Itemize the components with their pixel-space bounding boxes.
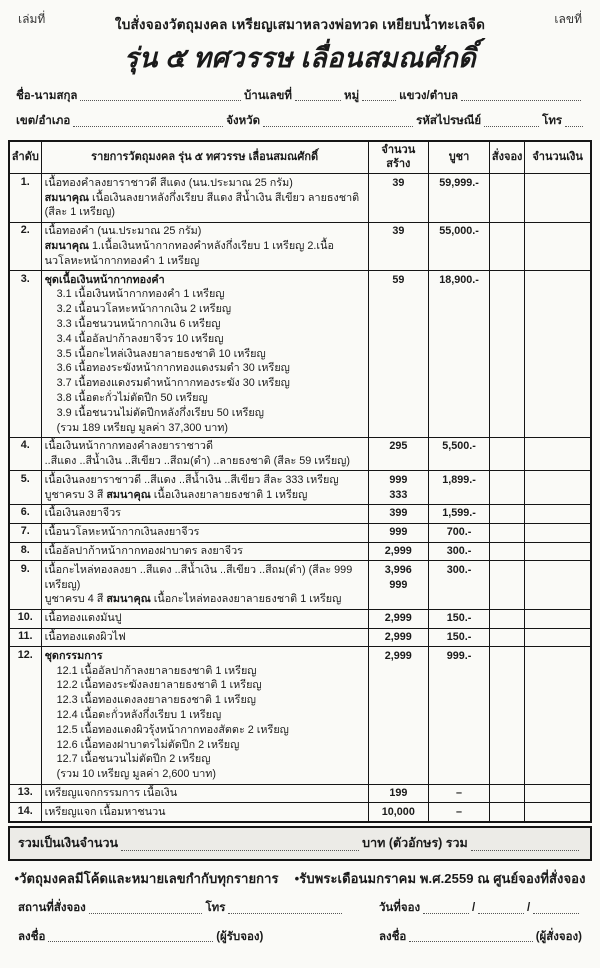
item-description-line: 12.4 เนื้อตะกั่วหลังกึ่งเรียบ 1 เหรียญ	[56, 709, 222, 722]
receiver-role-label: (ผู้รับจอง)	[216, 930, 264, 943]
item-description-line: 3.7 เนื้อทองแดงรมดำหน้ากากทองระฆัง 30 เหรียญ	[56, 377, 290, 390]
item-description-cell	[41, 561, 368, 609]
table-row	[9, 437, 591, 471]
name-label: ชื่อ-นามสกุล	[16, 90, 78, 102]
table-row	[9, 271, 591, 438]
tambon-input[interactable]	[461, 99, 581, 101]
order-qty-cell[interactable]	[490, 437, 525, 471]
row-number-cell: 3.	[9, 271, 41, 438]
phone-label: โทร	[542, 115, 563, 128]
notes-line	[0, 868, 600, 889]
item-description-line: ..สีแดง ..สีน้ำเงิน ..สีเขียว ..สีถม(ดำ) ..ลายธงชาติ (สีละ 59 เหรียญ)	[44, 455, 350, 468]
province-label: จังหวัด	[226, 115, 261, 128]
order-qty-cell[interactable]	[490, 609, 525, 628]
book-no-label: เล่มที่	[18, 12, 46, 26]
item-description-line: เนื้อกะไหล่ทองลงยา ..สีแดง ..สีน้ำเงิน ..สีเขียว ..สีถม(ดำ) (สีละ 999 เหรียญ)	[44, 563, 353, 591]
col-header-amount: จำนวนเงิน	[525, 141, 591, 174]
order-qty-cell[interactable]	[490, 628, 525, 647]
table-row	[9, 803, 591, 822]
item-description-cell	[41, 523, 368, 542]
table-row	[9, 561, 591, 609]
orderer-sign-line	[379, 930, 582, 944]
amount-cell[interactable]	[525, 271, 591, 438]
row-number-cell: 9.	[9, 561, 41, 609]
table-row	[9, 523, 591, 542]
order-date-day-input[interactable]	[423, 912, 469, 914]
amount-cell[interactable]	[525, 647, 591, 784]
item-description-line: 3.9 เนื้อชนวนไม่ตัดปีกหลังกึ่งเรียบ 50 เหรียญ	[56, 406, 264, 419]
row-number-cell: 6.	[9, 504, 41, 523]
order-qty-cell[interactable]	[490, 561, 525, 609]
moo-label: หมู่	[344, 90, 360, 102]
form-title: รุ่น ๕ ทศวรรษ เลื่อนสมณศักดิ์	[123, 43, 477, 73]
item-description-cell	[41, 803, 368, 822]
item-description-line: สมนาคุณ เนื้อเงินลงยาหลังกึ่งเรียบ สีแดง สีน้ำเงิน สีเขียว ลายธงชาติ (สีละ 1 เหรียญ)	[44, 191, 360, 219]
order-table-body	[9, 174, 591, 822]
item-description-line: ชุดกรรมการ	[44, 649, 103, 662]
moo-input[interactable]	[362, 99, 396, 101]
item-description-line: เหรียญแจก เนื้อมหาชนวน	[44, 805, 166, 818]
table-row	[9, 222, 591, 270]
item-description-line: เนื้อทองคำ (นน.ประมาณ 25 กรัม)	[44, 225, 202, 238]
col-header-qty-made: จำนวนสร้าง	[368, 141, 428, 174]
quantity-made-cell: 3,996 999	[368, 561, 428, 609]
row-number-cell: 12.	[9, 647, 41, 784]
amount-cell[interactable]	[525, 784, 591, 803]
item-description-line: 3.2 เนื้อนวโลหะหน้ากากเงิน 2 เหรียญ	[56, 303, 232, 316]
item-description-cell	[41, 174, 368, 222]
price-cell: 55,000.-	[428, 222, 489, 270]
order-qty-cell[interactable]	[490, 271, 525, 438]
address-line-2	[16, 114, 584, 128]
amount-cell[interactable]	[525, 174, 591, 222]
item-description-line: เนื้อเงินลงยาราชาวดี ..สีแดง ..สีน้ำเงิน ..สีเขียว สีละ 333 เหรียญ	[44, 473, 339, 486]
tambon-label: แขวง/ตำบล	[399, 90, 458, 102]
amount-cell[interactable]	[525, 523, 591, 542]
quantity-made-cell: 2,999	[368, 647, 428, 784]
price-cell: 999.-	[428, 647, 489, 784]
item-description-line: เนื้อทองแดงมันปู	[44, 612, 122, 625]
row-number-cell: 4.	[9, 437, 41, 471]
quantity-made-cell: 999	[368, 523, 428, 542]
order-qty-cell[interactable]	[490, 803, 525, 822]
amphoe-label: เขต/อำเภอ	[16, 115, 71, 128]
price-cell: 150.-	[428, 628, 489, 647]
price-cell: 59,999.-	[428, 174, 489, 222]
table-row	[9, 471, 591, 505]
row-number-cell: 10.	[9, 609, 41, 628]
order-qty-cell[interactable]	[490, 523, 525, 542]
price-cell: 700.-	[428, 523, 489, 542]
footer-left-column	[18, 901, 345, 958]
item-description-cell	[41, 628, 368, 647]
quantity-made-cell: 199	[368, 784, 428, 803]
item-description-cell	[41, 784, 368, 803]
row-number-cell: 14.	[9, 803, 41, 822]
receiver-sign-line	[18, 930, 263, 944]
item-description-cell	[41, 504, 368, 523]
item-description-line: 12.1 เนื้ออัลปาก้าลงยาลายธงชาติ 1 เหรียญ	[56, 664, 257, 677]
quantity-made-cell: 59	[368, 271, 428, 438]
amount-cell[interactable]	[525, 561, 591, 609]
item-description-line: 3.6 เนื้อทองระฆังหน้ากากทองแดงรมดำ 30 เหรียญ	[56, 362, 290, 375]
date-slash-2: /	[526, 902, 531, 915]
order-qty-cell[interactable]	[490, 784, 525, 803]
amount-cell[interactable]	[525, 471, 591, 505]
row-number-cell: 8.	[9, 542, 41, 561]
price-cell: –	[428, 803, 489, 822]
amount-cell[interactable]	[525, 609, 591, 628]
orderer-signature-input[interactable]	[409, 940, 532, 942]
item-description-line: (รวม 10 เหรียญ มูลค่า 2,600 บาท)	[56, 768, 216, 781]
item-description-cell	[41, 437, 368, 471]
item-description-line: 12.2 เนื้อทองระฆังลงยาลายธงชาติ 1 เหรียญ	[56, 679, 262, 692]
item-description-cell	[41, 222, 368, 270]
item-description-cell	[41, 271, 368, 438]
house-no-input[interactable]	[295, 99, 341, 101]
table-row	[9, 647, 591, 784]
table-header-row	[9, 141, 591, 174]
summary-box	[8, 826, 592, 861]
footer-phone-input[interactable]	[228, 912, 342, 914]
order-qty-cell[interactable]	[490, 542, 525, 561]
item-description-line: เนื้อทองแดงผิวไฟ	[44, 631, 126, 644]
row-number-cell: 1.	[9, 174, 41, 222]
item-description-cell	[41, 647, 368, 784]
price-cell: 300.-	[428, 561, 489, 609]
item-description-line: ชุดเนื้อเงินหน้ากากทองคำ	[44, 273, 165, 286]
orderer-role-label: (ผู้สั่งจอง)	[535, 930, 582, 943]
date-slash-1: /	[471, 902, 476, 915]
amount-cell[interactable]	[525, 437, 591, 471]
receiver-signature-input[interactable]	[48, 940, 213, 942]
row-number-cell: 2.	[9, 222, 41, 270]
amount-cell[interactable]	[525, 628, 591, 647]
order-qty-cell[interactable]	[490, 647, 525, 784]
amount-cell[interactable]	[525, 222, 591, 270]
order-place-line	[18, 901, 345, 915]
row-number-cell: 13.	[9, 784, 41, 803]
quantity-made-cell: 39	[368, 174, 428, 222]
total-amount-label: รวมเป็นเงินจำนวน	[18, 836, 119, 851]
order-date-month-input[interactable]	[478, 912, 524, 914]
zip-input[interactable]	[484, 125, 539, 127]
order-place-label: สถานที่สั่งจอง	[18, 902, 86, 915]
order-qty-cell[interactable]	[490, 222, 525, 270]
province-input[interactable]	[263, 125, 413, 127]
amphoe-input[interactable]	[73, 125, 223, 127]
item-description-line: 12.7 เนื้อชนวนไม่ตัดปีก 2 เหรียญ	[56, 753, 211, 766]
table-row	[9, 609, 591, 628]
row-number-cell: 11.	[9, 628, 41, 647]
row-number-cell: 7.	[9, 523, 41, 542]
item-description-cell	[41, 609, 368, 628]
quantity-made-cell: 295	[368, 437, 428, 471]
item-description-line: 3.1 เนื้อเงินหน้ากากทองคำ 1 เหรียญ	[56, 288, 225, 301]
amount-cell[interactable]	[525, 542, 591, 561]
price-cell: 150.-	[428, 609, 489, 628]
form-subtitle: ใบสั่งจองวัตถุมงคล เหรียญเสมาหลวงพ่อทวด เหยียบน้ำทะเลจืด	[114, 17, 486, 32]
item-description-line: เนื้อเงินลงยาจีวร	[44, 507, 121, 520]
price-cell: 18,900.-	[428, 271, 489, 438]
name-input[interactable]	[80, 99, 240, 101]
item-description-line: 12.5 เนื้อทองแดงผิวรุ้งหน้ากากทองสัตตะ 2 เหรียญ	[56, 723, 289, 736]
order-table	[8, 140, 592, 823]
col-header-price: บูชา	[428, 141, 489, 174]
col-header-order: สั่งจอง	[490, 141, 525, 174]
table-row	[9, 174, 591, 222]
order-date-line	[379, 901, 582, 915]
price-cell: 1,899.-	[428, 471, 489, 505]
table-row	[9, 542, 591, 561]
amount-cell[interactable]	[525, 803, 591, 822]
quantity-made-cell: 10,000	[368, 803, 428, 822]
price-cell: –	[428, 784, 489, 803]
quantity-made-cell: 999 333	[368, 471, 428, 505]
item-description-line: เหรียญแจกกรรมการ เนื้อเงิน	[44, 787, 178, 800]
total-words-input[interactable]	[471, 849, 579, 851]
row-number-cell: 5.	[9, 471, 41, 505]
item-description-line: บูชาครบ 3 สี สมนาคุณ เนื้อเงินลงยาลายธงชาติ 1 เหรียญ	[44, 488, 308, 501]
footer-right-column	[379, 901, 582, 958]
footer-block	[18, 901, 582, 958]
orderer-sign-label: ลงชื่อ	[378, 930, 407, 943]
table-row	[9, 628, 591, 647]
order-date-label: วันที่จอง	[378, 902, 421, 915]
item-description-cell	[41, 471, 368, 505]
receiver-sign-label: ลงชื่อ	[18, 930, 46, 943]
item-description-line: (รวม 189 เหรียญ มูลค่า 37,300 บาท)	[56, 421, 228, 434]
zip-label: รหัสไปรษณีย์	[416, 115, 482, 128]
order-qty-cell[interactable]	[490, 504, 525, 523]
quantity-made-cell: 39	[368, 222, 428, 270]
quantity-made-cell: 2,999	[368, 628, 428, 647]
price-cell: 5,500.-	[428, 437, 489, 471]
item-description-line: สมนาคุณ 1.เนื้อเงินหน้ากากทองคำหลังกึ่งเรียบ 1 เหรียญ 2.เนื้อนวโลหะหน้ากากทองคำ 1 เหรียญ	[44, 239, 334, 267]
item-description-line: 3.8 เนื้อตะกั่วไม่ตัดปีก 50 เหรียญ	[56, 391, 208, 404]
item-description-line: 12.3 เนื้อทองแดงลงยาลายธงชาติ 1 เหรียญ	[56, 694, 256, 707]
item-description-line: เนื้อเงินหน้ากากทองคำลงยาราชาวดี	[44, 440, 213, 453]
phone-input[interactable]	[565, 125, 583, 127]
item-description-line: 12.6 เนื้อทองฝาบาตรไม่ตัดปีก 2 เหรียญ	[56, 738, 240, 751]
quantity-made-cell: 2,999	[368, 609, 428, 628]
address-line-1	[16, 89, 584, 103]
col-header-no: ลำดับ	[9, 141, 41, 174]
order-place-input[interactable]	[89, 912, 203, 914]
doc-no-label: เลขที่	[554, 12, 582, 26]
amount-cell[interactable]	[525, 504, 591, 523]
footer-phone-label: โทร	[205, 902, 226, 915]
quantity-made-cell: 399	[368, 504, 428, 523]
table-row	[9, 784, 591, 803]
item-description-line: เนื้อนวโลหะหน้ากากเงินลงยาจีวร	[44, 526, 200, 539]
form-header	[0, 13, 600, 79]
item-description-line: เนื้อทองคำลงยาราชาวดี สีแดง (นน.ประมาณ 25 กรัม)	[44, 176, 293, 189]
house-no-label: บ้านเลขที่	[243, 90, 292, 102]
price-cell: 1,599.-	[428, 504, 489, 523]
item-description-line: 3.5 เนื้อกะไหล่เงินลงยาลายธงชาติ 10 เหรียญ	[56, 347, 266, 360]
quantity-made-cell: 2,999	[368, 542, 428, 561]
order-date-year-input[interactable]	[533, 912, 579, 914]
col-header-item: รายการวัตถุมงคล รุ่น ๕ ทศวรรษ เลื่อนสมณศักดิ์	[41, 141, 368, 174]
table-row	[9, 504, 591, 523]
item-description-line: บูชาครบ 4 สี สมนาคุณ เนื้อกะไหล่ทองลงยาลายธงชาติ 1 เหรียญ	[44, 593, 342, 606]
note-pickup: •รับพระเดือนมกราคม พ.ศ.2559 ณ ศูนย์จองที่สั่งจอง	[294, 871, 586, 887]
note-code: •วัตถุมงคลมีโค้ดและหมายเลขกำกับทุกรายการ	[14, 871, 279, 887]
item-description-line: 3.4 เนื้ออัลปาก้าลงยาจีวร 10 เหรียญ	[56, 332, 224, 345]
item-description-cell	[41, 542, 368, 561]
item-description-line: 3.3 เนื้อชนวนหน้ากากเงิน 6 เหรียญ	[56, 317, 221, 330]
address-block	[16, 89, 584, 129]
price-cell: 300.-	[428, 542, 489, 561]
order-qty-cell[interactable]	[490, 174, 525, 222]
total-amount-input[interactable]	[121, 849, 359, 851]
item-description-line: เนื้ออัลปาก้าหน้ากากทองฝาบาตร ลงยาจีวร	[44, 545, 243, 558]
baht-in-words-label: บาท (ตัวอักษร) รวม	[362, 836, 468, 851]
order-qty-cell[interactable]	[490, 471, 525, 505]
